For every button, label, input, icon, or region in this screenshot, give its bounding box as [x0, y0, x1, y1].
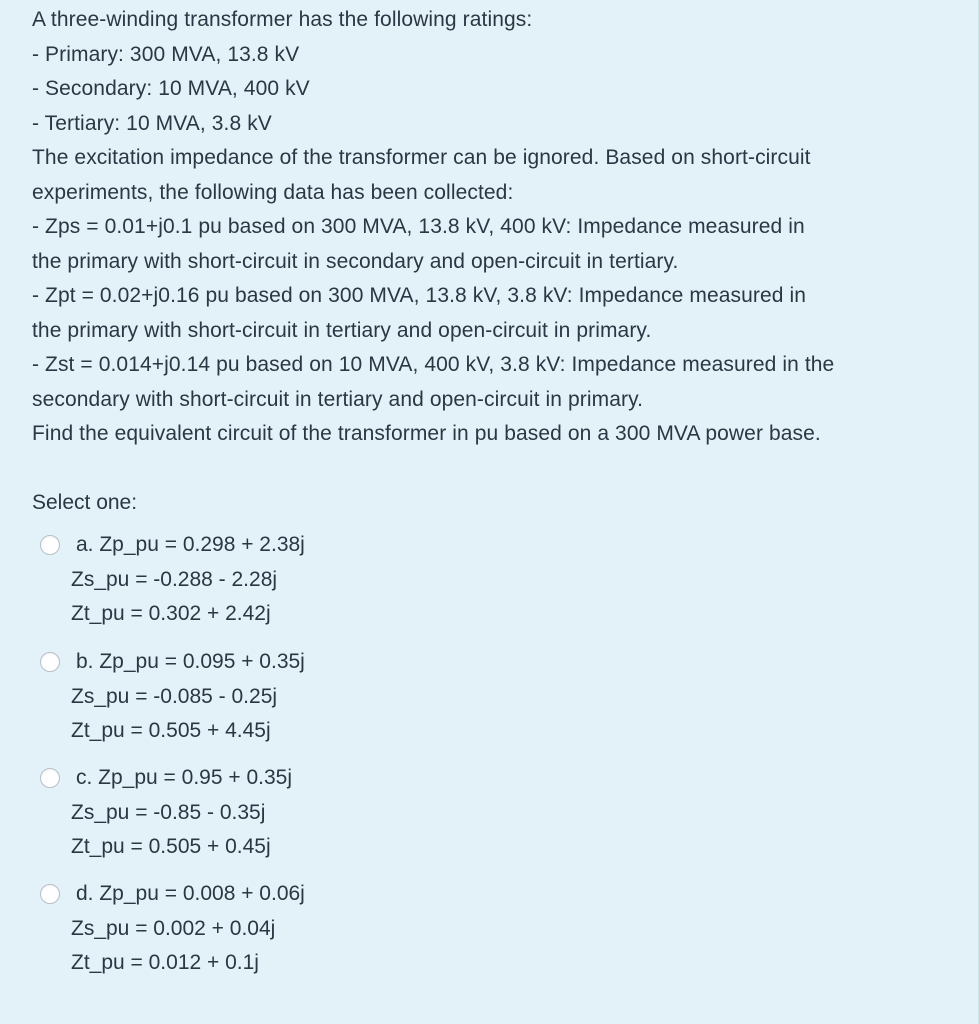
question-line: - Secondary: 10 MVA, 400 kV [32, 77, 310, 100]
answer-line: Zs_pu = -0.288 - 2.28j [71, 567, 278, 591]
answer-option-text [71, 877, 305, 981]
radio-button-c[interactable] [40, 768, 60, 788]
answer-line: Zs_pu = -0.085 - 0.25j [71, 684, 278, 708]
answer-line: Zt_pu = 0.505 + 4.45j [71, 719, 271, 742]
question-line: secondary with short-circuit in tertiary and open-circuit in primary. [32, 387, 644, 411]
answer-line: Zt_pu = 0.302 + 2.42j [71, 602, 271, 625]
question-text [32, 3, 962, 452]
answer-line: Zs_pu = -0.85 - 0.35j [71, 800, 266, 824]
answer-option-text [71, 528, 305, 632]
question-line: the primary with short-circuit in tertiary and open-circuit in primary. [32, 318, 652, 342]
answer-line: c. Zp_pu = 0.95 + 0.35j [76, 766, 292, 789]
question-line: Find the equivalent circuit of the transformer in pu based on a 300 MVA power base. [32, 422, 821, 445]
question-line: - Zps = 0.01+j0.1 pu based on 300 MVA, 13.8 kV, 400 kV: Impedance measured in [32, 215, 805, 238]
answer-line: d. Zp_pu = 0.008 + 0.06j [76, 882, 305, 905]
question-line: - Primary: 300 MVA, 13.8 kV [32, 42, 300, 66]
answer-line: a. Zp_pu = 0.298 + 2.38j [76, 533, 305, 556]
answer-option-text [71, 761, 292, 865]
question-line: - Zpt = 0.02+j0.16 pu based on 300 MVA, 13.8 kV, 3.8 kV: Impedance measured in [32, 284, 807, 307]
answer-option-text [71, 645, 305, 749]
radio-button-a[interactable] [40, 535, 60, 555]
question-line: - Tertiary: 10 MVA, 3.8 kV [32, 111, 272, 135]
question-line: the primary with short-circuit in secondary and open-circuit in tertiary. [32, 249, 679, 273]
select-one-prompt: Select one: [32, 491, 138, 514]
answer-line: Zt_pu = 0.012 + 0.1j [71, 951, 259, 974]
question-line: - Zst = 0.014+j0.14 pu based on 10 MVA, 400 kV, 3.8 kV: Impedance measured in the [32, 353, 835, 376]
question-line: The excitation impedance of the transformer can be ignored. Based on short-circuit [32, 146, 811, 169]
question-line: experiments, the following data has been collected: [32, 180, 514, 204]
question-line: A three-winding transformer has the following ratings: [32, 8, 533, 31]
answer-line: Zt_pu = 0.505 + 0.45j [71, 835, 271, 858]
answer-line: Zs_pu = 0.002 + 0.04j [71, 916, 276, 940]
radio-button-d[interactable] [40, 884, 60, 904]
answer-line: b. Zp_pu = 0.095 + 0.35j [76, 650, 305, 673]
radio-button-b[interactable] [40, 652, 60, 672]
